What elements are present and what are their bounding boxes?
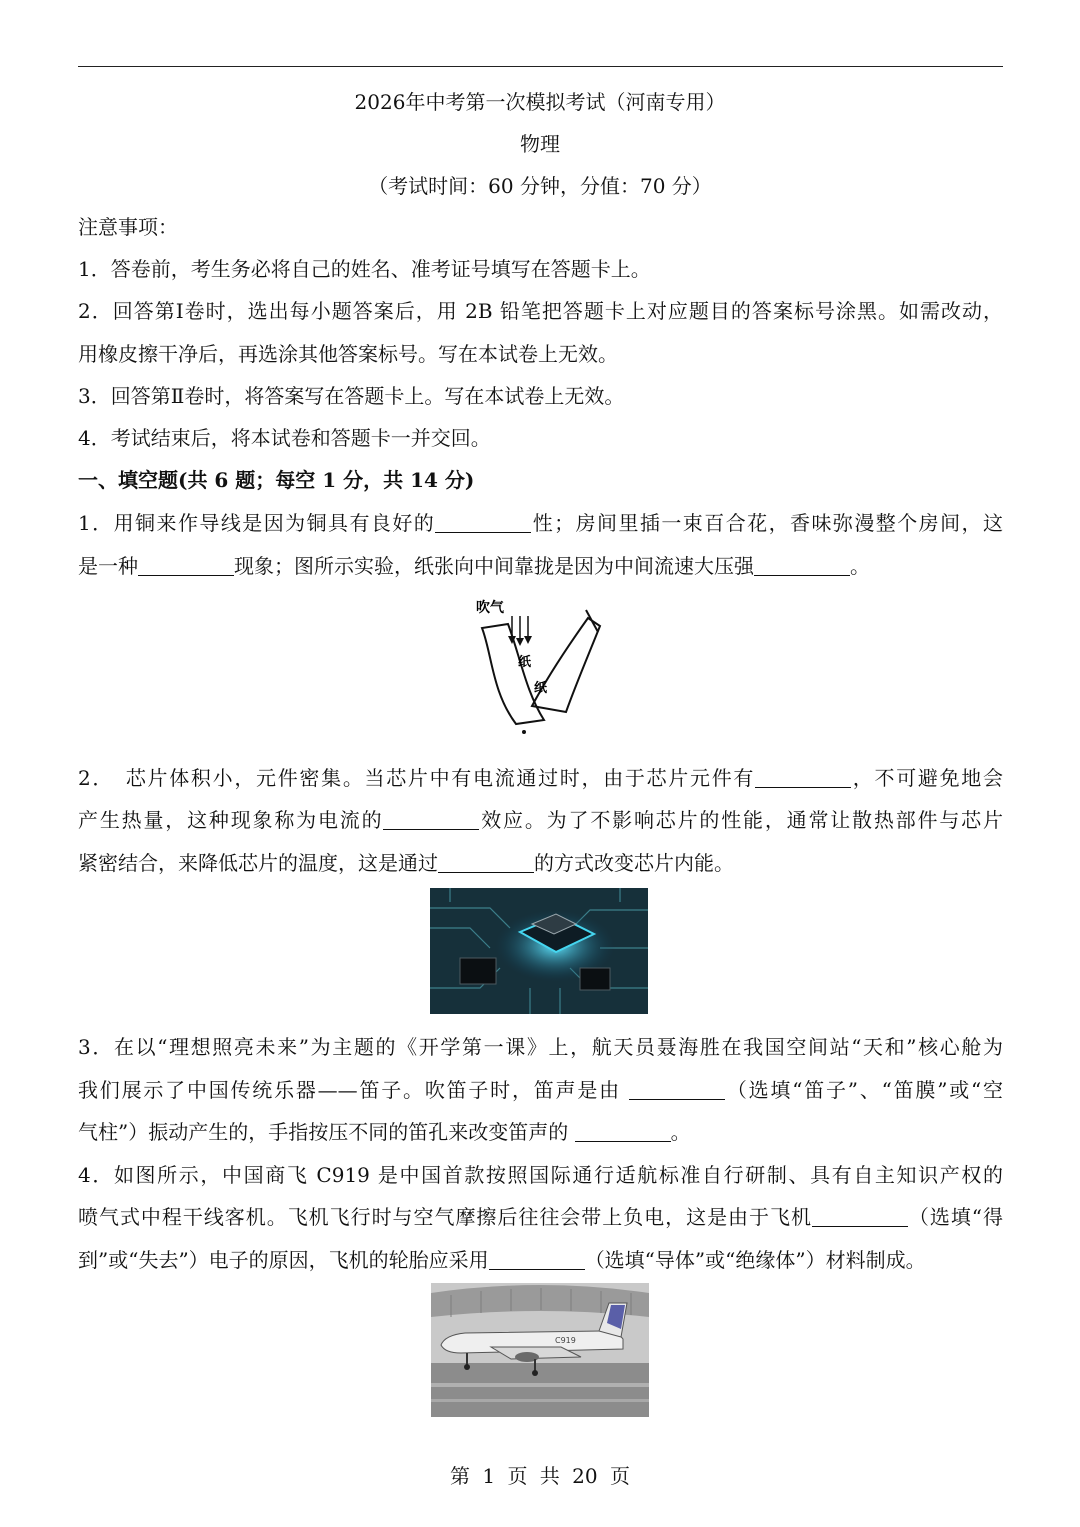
arrow-head [524, 636, 532, 644]
paper-blowing-diagram [468, 596, 616, 738]
section-1-title: 一、填空题(共 6 题；每空 1 分，共 14 分) [78, 468, 475, 492]
q3-line-3 [78, 1118, 1003, 1146]
q1-text: 是一种 [78, 554, 138, 578]
c919-photo [431, 1283, 649, 1417]
q3-text: 。 [670, 1120, 691, 1144]
chip-photo [430, 888, 648, 1014]
circuit-board-image [430, 888, 648, 1014]
paper-holder [586, 610, 598, 632]
q2-line-3 [78, 849, 1003, 877]
paper-label: 纸 [518, 655, 532, 670]
header-rule [78, 66, 1003, 67]
answer-blank[interactable] [383, 809, 479, 830]
arrow-head [516, 638, 524, 646]
q4-line-3 [78, 1246, 1003, 1274]
q1-text: 1．用铜来作导线是因为铜具有良好的 [78, 511, 436, 535]
q3-text: 气柱”）振动产生的，手指按压不同的笛孔来改变笛声的 [78, 1120, 575, 1144]
airplane-image [431, 1283, 649, 1417]
q1-line-1 [78, 509, 1003, 537]
answer-blank[interactable] [754, 555, 850, 576]
q4-line-2 [78, 1203, 1003, 1231]
q3-text: （选填“笛子”、“笛膜”或“空 [725, 1078, 1004, 1102]
q4-text: （选填“得 [907, 1205, 1003, 1229]
answer-blank[interactable] [435, 512, 531, 533]
q2-text: ，不可避免地会 [851, 766, 1004, 790]
plane-marking: C919 [555, 1336, 576, 1345]
q2-text: 效应。为了不影响芯片的性能，通常让散热部件与芯片 [479, 808, 1004, 832]
note-item-2-line-2: 用橡皮擦干净后，再选涂其他答案标号。写在本试卷上无效。 [78, 342, 618, 366]
note-item-4: 4．考试结束后，将本试卷和答题卡一并交回。 [78, 426, 491, 450]
q2-line-1 [78, 764, 1003, 792]
paper-label: 纸 [534, 681, 548, 696]
note-item-1: 1．答卷前，考生务必将自己的姓名、准考证号填写在答题卡上。 [78, 257, 651, 281]
q4-text: （选填“导体”或“绝缘体”）材料制成。 [584, 1248, 926, 1272]
exam-info: （考试时间：60 分钟，分值：70 分） [368, 174, 712, 198]
left-paper-sheet [482, 624, 544, 724]
blow-label: 吹气 [476, 600, 504, 616]
page-number: 第 1 页 共 20 页 [450, 1464, 630, 1488]
q1-text: 性；房间里插一束百合花，香味弥漫整个房间，这 [531, 511, 1004, 535]
note-item-2-line-1: 2．回答第Ⅰ卷时，选出每小题答案后，用 2B 铅笔把答题卡上对应题目的答案标号涂黑。如需改动， [78, 299, 1003, 323]
answer-blank[interactable] [812, 1206, 908, 1227]
answer-blank[interactable] [575, 1121, 671, 1142]
small-chip [580, 968, 610, 990]
q4-text: 到”或“失去”）电子的原因，飞机的轮胎应采用 [78, 1248, 489, 1272]
q1-text: 。 [850, 554, 870, 578]
q2-line-2 [78, 806, 1003, 834]
right-paper-sheet [532, 618, 600, 712]
answer-blank[interactable] [489, 1249, 585, 1270]
q2-text: 2． 芯片体积小，元件密集。当芯片中有电流通过时，由于芯片元件有 [78, 766, 756, 790]
q1-line-2 [78, 552, 1003, 580]
q2-text: 的方式改变芯片内能。 [534, 851, 734, 875]
q2-text: 紧密结合，来降低芯片的温度，这是通过 [78, 851, 438, 875]
point-dot [522, 730, 526, 734]
small-chip [460, 958, 496, 984]
paper-blowing-figure [468, 596, 616, 738]
exam-title: 2026年中考第一次模拟考试（河南专用） [354, 90, 726, 114]
note-item-3: 3．回答第Ⅱ卷时，将答案写在答题卡上。写在本试卷上无效。 [78, 384, 625, 408]
answer-blank[interactable] [438, 852, 534, 873]
answer-blank[interactable] [755, 767, 851, 788]
answer-blank[interactable] [138, 555, 234, 576]
answer-blank[interactable] [629, 1079, 725, 1100]
q3-text: 我们展示了中国传统乐器——笛子。吹笛子时，笛声是由 [78, 1078, 630, 1102]
q1-text: 现象；图所示实验，纸张向中间靠拢是因为中间流速大压强 [234, 554, 754, 578]
notes-heading: 注意事项： [78, 215, 178, 239]
q2-text: 产生热量，这种现象称为电流的 [78, 808, 384, 832]
q3-line-2 [78, 1076, 1003, 1104]
runway [431, 1363, 649, 1417]
q4-text: 喷气式中程干线客机。飞机飞行时与空气摩擦后往往会带上负电，这是由于飞机 [78, 1205, 812, 1229]
q3-line-1: 3．在以“理想照亮未来”为主题的《开学第一课》上，航天员聂海胜在我国空间站“天和”核心舱为 [78, 1035, 1003, 1059]
subject-title: 物理 [520, 132, 560, 156]
q4-line-1: 4．如图所示，中国商飞 C919 是中国首款按照国际通行适航标准自行研制、具有自主知识产权的 [78, 1163, 1003, 1187]
